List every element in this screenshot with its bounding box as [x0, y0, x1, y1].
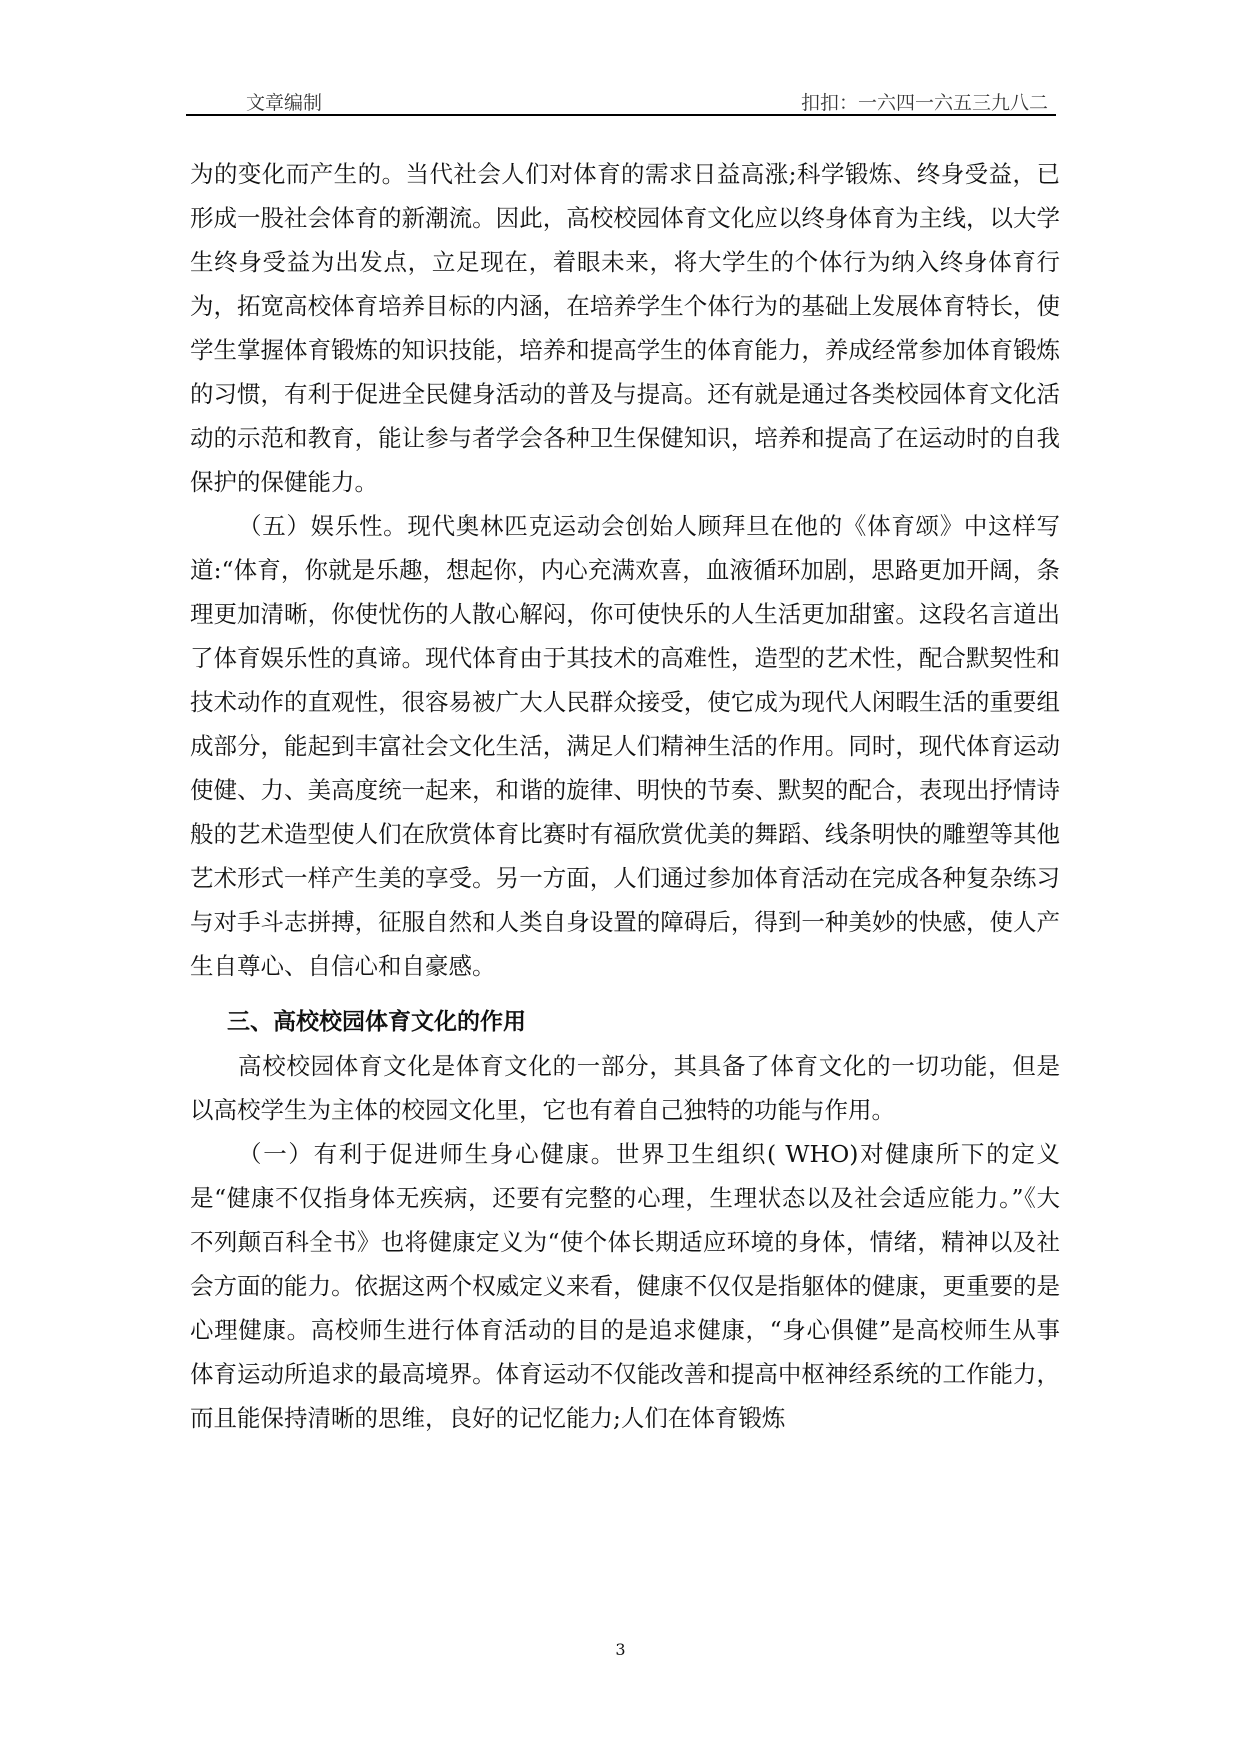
header-left-text: 文章编制 — [246, 92, 323, 114]
paragraph-entertainment: （五）娱乐性。现代奥林匹克运动会创始人顾拜旦在他的《体育颂》中这样写道:“体育，你就是乐趣，想起你，内心充满欢喜，血液循环加剧，思路更加开阔，条理更加清晰，你使忧伤的人散心解闷，你可使快乐的人生活更加甜蜜。这段名言道出了体育娱乐性的真谛。现代体育由于其技术的高难性，造型的艺术性，配合默契性和技术动作的直观性，很容易被广大人民群众接受，使它成为现代人闲暇生活的重要组成部分，能起到丰富社会文化生活，满足人们精神生活的作用。同时，现代体育运动使健、力、美高度统一起来，和谐的旋律、明快的节奏、默契的配合，表现出抒情诗般的艺术造型使人们在欣赏体育比赛时有福欣赏优美的舞蹈、线条明快的雕塑等其他艺术形式一样产生美的享受。另一方面，人们通过参加体育活动在完成各种复杂练习与对手斗志拼搏，征服自然和人类自身设置的障碍后，得到一种美妙的快感，使人产生自尊心、自信心和自豪感。 — [190, 512, 1060, 980]
page-header — [186, 88, 1056, 116]
section-title: 三、高校校园体育文化的作用 — [227, 1009, 526, 1035]
page-number: 3 — [615, 1640, 626, 1659]
paragraph-health: （一）有利于促进师生身心健康。世界卫生组织( WHO)对健康所下的定义是“健康不仅指身体无疾病，还要有完整的心理，生理状态以及社会适应能力。”《大不列颠百科全书》也将健康定义为“使个体长期适应环境的身体，情绪，精神以及社会方面的能力。依据这两个权威定义来看，健康不仅仅是指躯体的健康，更重要的是心理健康。高校师生进行体育活动的目的是追求健康，“身心俱健”是高校师生从事体育运动所追求的最高境界。体育运动不仅能改善和提高中枢神经系统的工作能力，而且能保持清晰的思维，良好的记忆能力;人们在体育锻炼 — [190, 1140, 1060, 1432]
document-body — [190, 152, 1060, 1440]
header-right-text: 扣扣：一六四一六五三九八二 — [800, 92, 1048, 114]
paragraph-continuation: 为的变化而产生的。当代社会人们对体育的需求日益高涨;科学锻炼、终身受益，已形成一股社会体育的新潮流。因此，高校校园体育文化应以终身体育为主线，以大学生终身受益为出发点，立足现在，着眼未来，将大学生的个体行为纳入终身体育行为，拓宽高校体育培养目标的内涵，在培养学生个体行为的基础上发展体育特长，使学生掌握体育锻炼的知识技能，培养和提高学生的体育能力，养成经常参加体育锻炼的习惯，有利于促进全民健身活动的普及与提高。还有就是通过各类校园体育文化活动的示范和教育，能让参与者学会各种卫生保健知识，培养和提高了在运动时的自我保护的保健能力。 — [190, 160, 1060, 496]
paragraph-intro: 高校校园体育文化是体育文化的一部分，其具备了体育文化的一切功能，但是以高校学生为主体的校园文化里，它也有着自己独特的功能与作用。 — [190, 1052, 1060, 1124]
